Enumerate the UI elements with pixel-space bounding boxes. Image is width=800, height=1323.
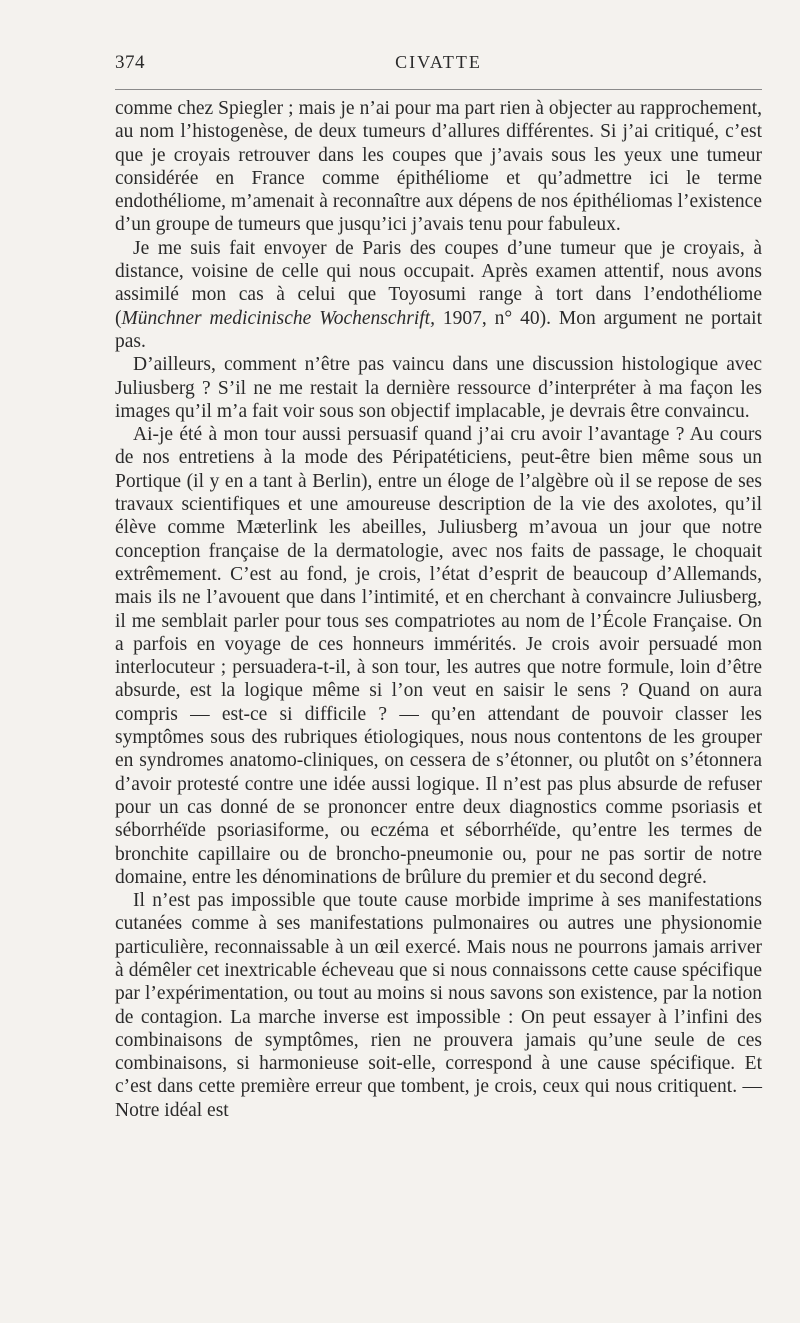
header-rule — [115, 89, 762, 90]
paragraph-2-text-before: Je me suis fait envoyer de Paris des coupes d’une tumeur que je croyais, à distance, voisine de celle qui nous occupait. Après examen attentif, nous avons assimilé mon cas à celui que Toyosumi range à tort dans l’endothéliome ( — [115, 237, 762, 329]
paragraph-5: Il n’est pas impossible que toute cause morbide imprime à ses manifestations cutanées comme à ses manifestations pulmonaires ou autres une physionomie particulière, reconnaissable à un œil exercé. Mais nous ne pourrons jamais arriver à démêler cet inextricable écheveau que si nous connaissons cette cause spécifique par l’expérimentation, ou tout au moins si nous savons son existence, par la notion de contagion. La marche inverse est impossible : On peut essayer à l’infini des combinaisons de symptômes, rien ne prouvera jamais qu’une seule de ces combinaisons, si harmonieuse soit-elle, correspond à une cause spécifique. Et c’est dans cette première erreur que tombent, je crois, ceux qui nous critiquent. — Notre idéal est — [115, 890, 762, 1121]
page-number: 374 — [115, 52, 145, 73]
body-text — [115, 97, 762, 1122]
paragraph-2-text-after: 1907, n° 40). Mon argument ne portait pas. — [115, 307, 762, 352]
paragraph-3: D’ailleurs, comment n’être pas vaincu dans une discussion histologique avec Juliusberg ? S’il ne me restait la dernière ressource d’interpréter à ma façon les images qu’il m’a fait voir sous son objectif implacable, je devrais être convaincu. — [115, 354, 762, 422]
paragraph-2 — [115, 237, 762, 353]
running-title: CIVATTE — [395, 52, 482, 72]
paragraph-1: comme chez Spiegler ; mais je n’ai pour ma part rien à objecter au rapprochement, au nom l’histogenèse, de deux tumeurs d’allures différentes. Si j’ai critiqué, c’est que je croyais retrouver dans les coupes que j’avais sous les yeux une tumeur considérée en France comme épithéliome et qu’admettre ici le terme endothéliome, m’amenait à reconnaître aux dépens de nos épithéliomas l’existence d’un groupe de tumeurs que jusqu’ici j’avais tenu pour fabuleux. — [115, 98, 762, 236]
page-header — [115, 52, 762, 82]
paragraph-4: Ai-je été à mon tour aussi persuasif quand j’ai cru avoir l’avantage ? Au cours de nos entretiens à la mode des Péripatéticiens, peut-être bien même sous un Portique (il y en a tant à Berlin), entre un éloge de l’algèbre où il se repose de ses travaux scientifiques et une amoureuse description de la vie des axolotes, qu’il élève comme Mæterlink les abeilles, Juliusberg m’avoua un jour que notre conception française de la dermatologie, avec nos faits de passage, le choquait extrêmement. C’est au fond, je crois, l’état d’esprit de beaucoup d’Allemands, mais ils ne l’avouent que dans l’intimité, et en cherchant à convaincre Juliusberg, il me semblait parler pour tous ses compatriotes au nom de l’École Française. On a parfois en voyage de ces honneurs immérités. Je crois avoir persuadé mon interlocuteur ; persuadera-t-il, à son tour, les autres que notre formule, loin d’être absurde, est la logique même si l’on veut en saisir le sens ? Quand on aura compris — est-ce si difficile ? — qu’en attendant de pouvoir classer les symptômes sous des rubriques étiologiques, nous nous contentons de les grouper en syndromes anatomo-cliniques, on cessera de s’étonner, ou plutôt on s’étonnera d’avoir protesté contre une idée aussi logique. Il n’est pas plus absurde de refuser pour un cas donné de se prononcer entre deux diagnostics comme psoriasis et séborrhéïde psoriasiforme, ou eczéma et séborrhéïde, qu’entre les termes de bronchite capillaire ou de broncho-pneumonie ou, pour ne pas sortir de notre domaine, entre les dénominations de brûlure du premier et du second degré. — [115, 424, 762, 888]
journal-title: Münchner medicinische Wochenschrift, — [121, 307, 435, 329]
